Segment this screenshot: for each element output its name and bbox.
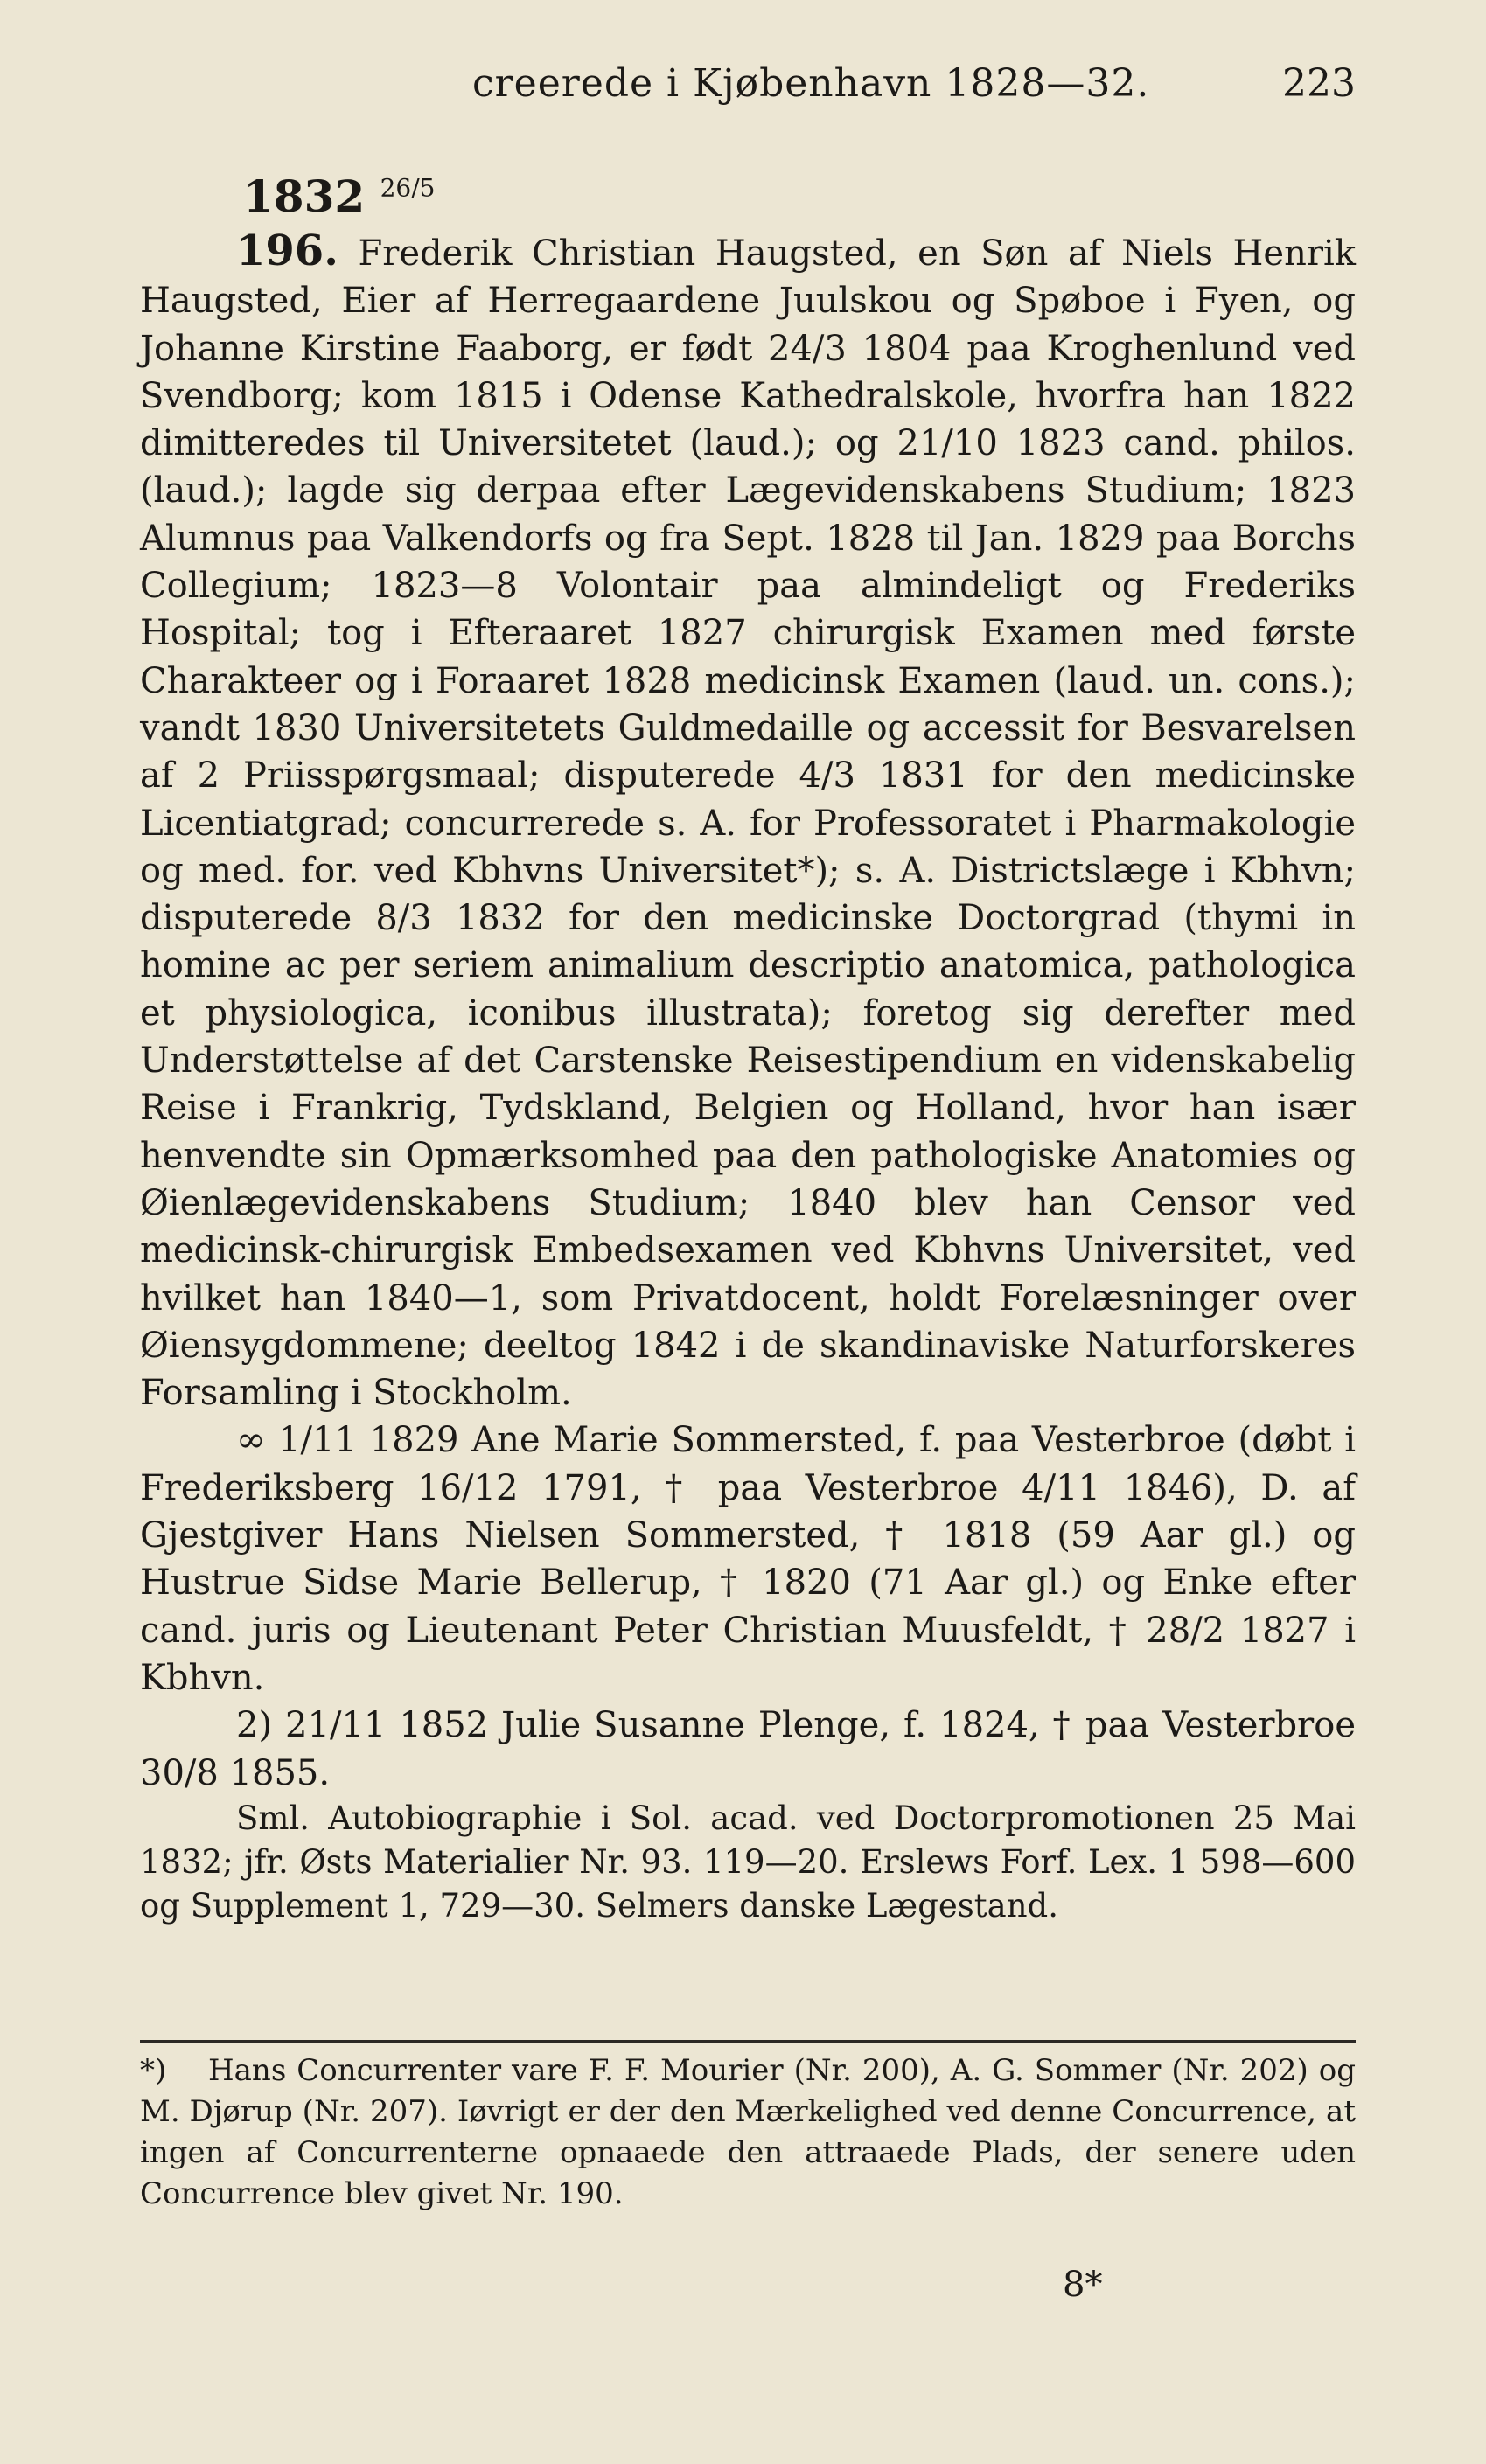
entry-date-heading: [243, 171, 435, 222]
signature-mark: 8*: [1063, 2265, 1103, 2305]
entry-year: 1832: [243, 171, 366, 222]
entry-main-paragraph: [140, 227, 1356, 1416]
entry-body: [140, 227, 1356, 1928]
running-title: creerede i Kjøbenhavn 1828—32.: [472, 61, 1150, 106]
footnote-divider: [140, 2040, 1356, 2043]
entry-marriage-second: 2) 21/11 1852 Julie Susanne Plenge, f. 1824, † paa Vesterbroe 30/8 1855.: [140, 1705, 1356, 1793]
footnote-text: Hans Concurrenter vare F. F. Mourier (Nr. 200), A. G. Sommer (Nr. 202) og M. Djørup (Nr. 207). Iøvrigt er der den Mærkelighed ved denne Concurrence, at ingen af Concurrenterne opnaaede den attraaede Plads, der senere uden Concurrence blev givet Nr. 190.: [140, 2053, 1356, 2211]
running-header: [140, 61, 1356, 114]
entry-year-fraction: 26/5: [380, 173, 436, 203]
footnote-marker: *): [140, 2053, 167, 2088]
entry-number: 196.: [236, 226, 338, 275]
entry-sources: Sml. Autobiographie i Sol. acad. ved Doctorpromotionen 25 Mai 1832; jfr. Østs Materialier Nr. 93. 119—20. Erslews Forf. Lex. 1 598—600 og Supplement 1, 729—30. Selmers danske Lægestand.: [140, 1799, 1356, 1925]
footnote: [140, 2050, 1356, 2215]
entry-main-text: Frederik Christian Haugsted, en Søn af Niels Henrik Haugsted, Eier af Herregaardene Juulskou og Spøboe i Fyen, og Johanne Kirstine Faaborg, er født 24/3 1804 paa Kroghenlund ved Svendborg; kom 1815 i Odense Kathedralskole, hvorfra han 1822 dimitteredes til Universitetet (laud.); og 21/10 1823 cand. philos. (laud.); lagde sig derpaa efter Lægevidenskabens Studium; 1823 Alumnus paa Valkendorfs og fra Sept. 1828 til Jan. 1829 paa Borchs Collegium; 1823—8 Volontair paa almindeligt og Frederiks Hospital; tog i Efteraaret 1827 chirurgisk Examen med første Charakteer og i Foraaret 1828 medicinsk Examen (laud. un. cons.); vandt 1830 Universitetets Guldmedaille og accessit for Besvarelsen af 2 Priisspørgsmaal; disputerede 4/3 1831 for den medicinske Licentiatgrad; concurrerede s. A. for Professoratet i Pharmakologie og med. for. ved Kbhvns Universitet*); s. A. Districtslæge i Kbhvn; disputerede 8/3 1832 for den medicinske Doctorgrad (thymi in homine ac per seriem animalium descriptio anatomica, pathologica et physiologica, iconibus illustrata); foretog sig derefter med Understøttelse af det Carstenske Reisestipendium en videnskabelig Reise i Frankrig, Tydskland, Belgien og Holland, hvor han især henvendte sin Opmærksomhed paa den pathologiske Anatomies og Øienlægevidenskabens Studium; 1840 blev han Censor ved medicinsk-chirurgisk Embedsexamen ved Kbhvns Universitet, ved hvilket han 1840—1, som Privatdocent, holdt Forelæsninger over Øiensygdommene; deeltog 1842 i de skandinaviske Naturforskeres Forsamling i Stockholm.: [140, 233, 1357, 1414]
entry-marriage-first: ∞ 1/11 1829 Ane Marie Sommersted, f. paa Vesterbroe (døbt i Frederiksberg 16/12 1791, † paa Vesterbroe 4/11 1846), D. af Gjestgiver Hans Nielsen Sommersted, † 1818 (59 Aar gl.) og Hustrue Sidse Marie Bellerup, † 1820 (71 Aar gl.) og Enke efter cand. juris og Lieutenant Peter Christian Muusfeldt, † 28/2 1827 i Kbhvn.: [140, 1420, 1356, 1698]
page-number: 223: [1282, 61, 1356, 106]
